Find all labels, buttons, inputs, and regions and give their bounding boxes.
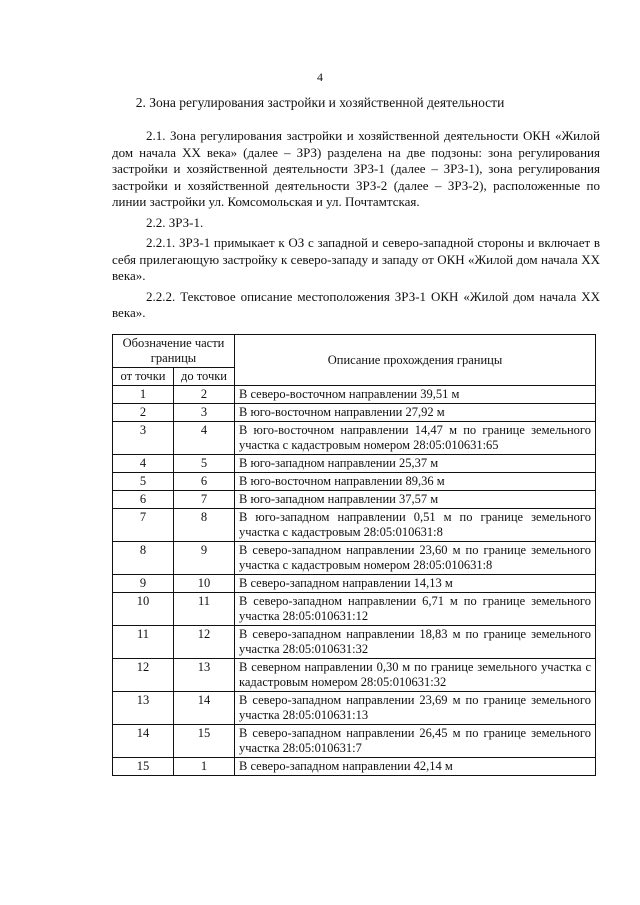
boundary-description: В северо-западном направлении 42,14 м <box>235 758 596 776</box>
boundary-description: В юго-восточном направлении 89,36 м <box>235 473 596 491</box>
header-to: до точки <box>174 368 235 386</box>
point-to: 7 <box>174 491 235 509</box>
table-row <box>113 455 596 473</box>
point-from: 10 <box>113 593 174 626</box>
body-text <box>112 128 600 326</box>
point-to: 9 <box>174 542 235 575</box>
table-body <box>113 386 596 776</box>
point-from: 9 <box>113 575 174 593</box>
section-heading: 2. Зона регулирования застройки и хозяйственной деятельности <box>135 95 505 110</box>
boundary-description: В северо-западном направлении 14,13 м <box>235 575 596 593</box>
table-row <box>113 758 596 776</box>
paragraph-2-2-1: 2.2.1. ЗРЗ-1 примыкает к ОЗ с западной и северо-западной стороны и включает в себя прилегающую застройку к северо-западу и западу от ОКН «Жилой дом начала ХХ века». <box>112 235 600 283</box>
table-row <box>113 659 596 692</box>
point-from: 12 <box>113 659 174 692</box>
point-from: 8 <box>113 542 174 575</box>
point-from: 7 <box>113 509 174 542</box>
point-to: 1 <box>174 758 235 776</box>
point-from: 4 <box>113 455 174 473</box>
boundary-description: В юго-восточном направлении 27,92 м <box>235 404 596 422</box>
boundary-description: В северо-западном направлении 6,71 м по границе земельного участка 28:05:010631:12 <box>235 593 596 626</box>
table-row <box>113 404 596 422</box>
point-to: 4 <box>174 422 235 455</box>
point-to: 10 <box>174 575 235 593</box>
table-row <box>113 422 596 455</box>
boundary-description: В северном направлении 0,30 м по границе земельного участка с кадастровым номером 28:05:010631:32 <box>235 659 596 692</box>
table-row <box>113 509 596 542</box>
header-description: Описание прохождения границы <box>235 335 596 386</box>
point-from: 5 <box>113 473 174 491</box>
paragraph-2-2-2: 2.2.2. Текстовое описание местоположения ЗРЗ-1 ОКН «Жилой дом начала ХХ века». <box>112 288 600 320</box>
point-to: 11 <box>174 593 235 626</box>
boundary-description: В северо-западном направлении 18,83 м по границе земельного участка 28:05:010631:32 <box>235 626 596 659</box>
boundary-description: В северо-восточном направлении 39,51 м <box>235 386 596 404</box>
point-to: 8 <box>174 509 235 542</box>
table-row <box>113 692 596 725</box>
boundary-table <box>112 334 596 776</box>
boundary-description: В северо-западном направлении 26,45 м по границе земельного участка 28:05:010631:7 <box>235 725 596 758</box>
paragraph-2-1: 2.1. Зона регулирования застройки и хозяйственной деятельности ОКН «Жилой дом начала ХХ века» (далее – ЗРЗ) разделена на две подзоны: зона регулирования застройки и хозяйственной деятельности ЗРЗ-1 (далее – ЗРЗ-1), зона регулирования застройки и хозяйственной деятельности ЗРЗ-2 (далее – ЗРЗ-2), расположенные по линии застройки ул. Комсомольская и ул. Почтамтская. <box>112 128 600 209</box>
table-row <box>113 575 596 593</box>
point-from: 1 <box>113 386 174 404</box>
boundary-description: В юго-западном направлении 25,37 м <box>235 455 596 473</box>
boundary-description: В северо-западном направлении 23,60 м по границе земельного участка с кадастровым номером 28:05:010631:8 <box>235 542 596 575</box>
point-from: 14 <box>113 725 174 758</box>
point-from: 3 <box>113 422 174 455</box>
point-from: 15 <box>113 758 174 776</box>
point-from: 2 <box>113 404 174 422</box>
paragraph-2-2: 2.2. ЗРЗ-1. <box>146 214 204 230</box>
point-to: 6 <box>174 473 235 491</box>
header-group: Обозначение части границы <box>113 335 235 368</box>
boundary-description: В юго-западном направлении 37,57 м <box>235 491 596 509</box>
point-to: 5 <box>174 455 235 473</box>
point-to: 2 <box>174 386 235 404</box>
boundary-description: В северо-западном направлении 23,69 м по границе земельного участка 28:05:010631:13 <box>235 692 596 725</box>
table-row <box>113 386 596 404</box>
page-number: 4 <box>317 70 323 84</box>
point-to: 13 <box>174 659 235 692</box>
header-from: от точки <box>113 368 174 386</box>
table-row <box>113 473 596 491</box>
table-row <box>113 725 596 758</box>
point-from: 13 <box>113 692 174 725</box>
boundary-description: В юго-восточном направлении 14,47 м по границе земельного участка с кадастровым номером 28:05:010631:65 <box>235 422 596 455</box>
table-row <box>113 491 596 509</box>
table-row <box>113 626 596 659</box>
table-row <box>113 593 596 626</box>
table-row <box>113 542 596 575</box>
boundary-description: В юго-западном направлении 0,51 м по границе земельного участка с кадастровым 28:05:010631:8 <box>235 509 596 542</box>
point-to: 15 <box>174 725 235 758</box>
point-to: 3 <box>174 404 235 422</box>
point-to: 14 <box>174 692 235 725</box>
point-from: 6 <box>113 491 174 509</box>
point-to: 12 <box>174 626 235 659</box>
point-from: 11 <box>113 626 174 659</box>
